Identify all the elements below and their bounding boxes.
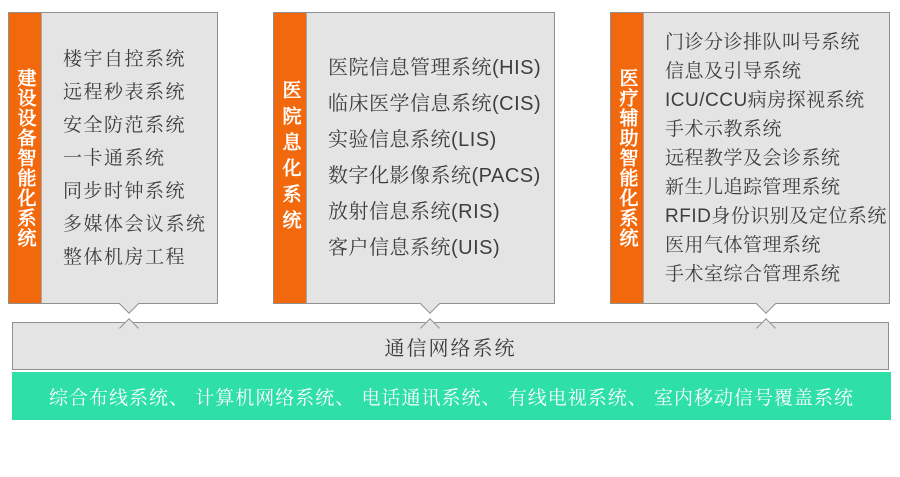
column-hospital-informatization [273, 12, 555, 304]
system-item: 临床医学信息系统(CIS) [328, 93, 542, 115]
system-item: 放射信息系统(RIS) [328, 201, 501, 223]
system-item: 客户信息系统(UIS) [328, 237, 501, 259]
cabling-network-systems-label: 综合布线系统、 计算机网络系统、 电话通讯系统、 有线电视系统、 室内移动信号覆盖系统 [48, 387, 855, 409]
system-item: 安全防范系统 [63, 114, 187, 136]
system-item: 医用气体管理系统 [665, 234, 822, 256]
system-item: RFID身份识别及定位系统 [665, 205, 887, 227]
column-medical-auxiliary [610, 12, 890, 304]
column-title-bar [9, 13, 42, 303]
system-item: ICU/CCU病房探视系统 [665, 89, 865, 111]
system-item: 远程教学及会诊系统 [665, 147, 841, 169]
column-title-bar [274, 13, 307, 303]
system-item: 门诊分诊排队叫号系统 [665, 31, 861, 53]
communication-network-label: 通信网络系统 [384, 337, 517, 360]
system-item: 多媒体会议系统 [63, 213, 207, 235]
system-item: 整体机房工程 [63, 246, 187, 268]
system-item: 同步时钟系统 [63, 180, 187, 202]
system-item: 楼宇自控系统 [63, 48, 187, 70]
system-list-hospital-informatization [307, 13, 554, 303]
column-title-building-equipment: 建设设备智能化系统 [14, 68, 36, 248]
system-item: 数字化影像系统(PACS) [328, 165, 541, 187]
communication-network-bar [12, 322, 889, 370]
system-item: 医院信息管理系统(HIS) [328, 57, 542, 79]
column-title-medical-auxiliary: 医疗辅助智能化系统 [616, 68, 638, 248]
connector-notch-up [119, 318, 139, 338]
system-item: 手术示教系统 [665, 118, 783, 140]
system-item: 实验信息系统(LIS) [328, 129, 497, 151]
system-list-building-equipment [42, 13, 217, 303]
system-item: 一卡通系统 [63, 147, 166, 169]
connector-notch-up [756, 318, 776, 338]
system-item: 手术室综合管理系统 [665, 263, 841, 285]
system-item: 远程秒表系统 [63, 81, 187, 103]
system-list-medical-auxiliary [644, 13, 889, 303]
column-building-equipment [8, 12, 218, 304]
column-title-bar [611, 13, 644, 303]
column-title-hospital-informatization: 医院息化系统 [279, 80, 301, 236]
cabling-network-systems-bar [12, 372, 891, 420]
system-item: 信息及引导系统 [665, 60, 802, 82]
system-item: 新生儿追踪管理系统 [665, 176, 841, 198]
